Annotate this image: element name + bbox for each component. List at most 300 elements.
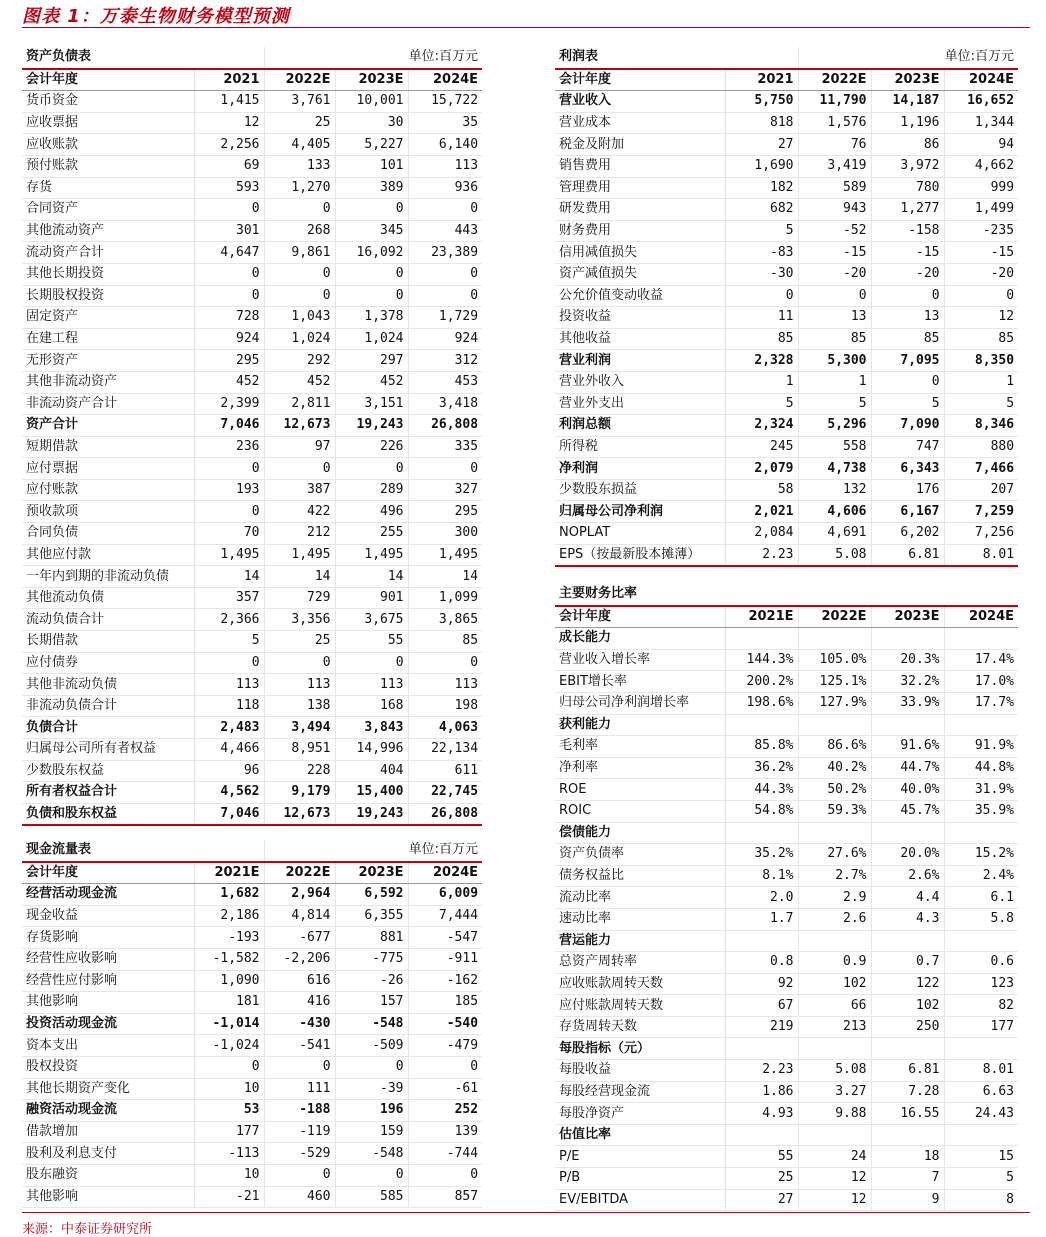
cell-value: 1,495 xyxy=(408,544,482,566)
table-row xyxy=(22,905,482,927)
header-year: 2021E xyxy=(194,862,264,884)
table-row xyxy=(555,908,1018,930)
section-title-row xyxy=(555,47,1018,69)
cell-value: -193 xyxy=(194,927,264,949)
table-row xyxy=(555,692,1018,714)
cell-value: 207 xyxy=(944,479,1018,501)
cell-value: 3,972 xyxy=(871,155,944,177)
cell-value: -529 xyxy=(264,1143,335,1165)
cell-value: 24 xyxy=(798,1146,871,1168)
cell-value: 1,495 xyxy=(194,544,264,566)
row-label: 应收账款 xyxy=(22,134,194,156)
cell-value: 9,179 xyxy=(264,782,335,804)
cell-value: 312 xyxy=(408,350,482,372)
cell-value: 19,243 xyxy=(335,415,408,437)
cell-value: 70 xyxy=(194,523,264,545)
cell-value: 3,418 xyxy=(408,393,482,415)
cell-value: 13 xyxy=(871,307,944,329)
section-title-row xyxy=(22,840,482,862)
cell-value: 23,389 xyxy=(408,242,482,264)
cell-value: 301 xyxy=(194,220,264,242)
section-title: 现金流量表 xyxy=(22,840,264,862)
cell-value: 6,592 xyxy=(335,884,408,906)
row-label: 流动资产合计 xyxy=(22,242,194,264)
cell-value: 1,378 xyxy=(335,307,408,329)
cell-value: 45.7% xyxy=(871,800,944,822)
table-row xyxy=(555,671,1018,693)
row-label: 每股指标（元） xyxy=(555,1038,725,1060)
cell-value: 236 xyxy=(194,436,264,458)
table-row xyxy=(22,328,482,350)
cell-value: 200.2% xyxy=(725,671,798,693)
cell-value: 0.9 xyxy=(798,952,871,974)
cell-value: 7,090 xyxy=(871,415,944,437)
cell-value: 212 xyxy=(264,523,335,545)
cell-value: 15 xyxy=(944,1146,1018,1168)
cell-value: 2,328 xyxy=(725,350,798,372)
row-label: 少数股东损益 xyxy=(555,479,725,501)
cell-value: 999 xyxy=(944,177,1018,199)
cell-value: 35.9% xyxy=(944,800,1018,822)
table-row xyxy=(555,649,1018,671)
cell-value: 443 xyxy=(408,220,482,242)
cell-value: 2.6% xyxy=(871,865,944,887)
cell-value: 4,647 xyxy=(194,242,264,264)
table-row xyxy=(22,1164,482,1186)
cell-value: 6.63 xyxy=(944,1081,1018,1103)
source-note: 来源：中泰证券研究所 xyxy=(22,1222,153,1237)
table-row xyxy=(555,1081,1018,1103)
table-row xyxy=(555,779,1018,801)
cell-value: 0 xyxy=(335,1164,408,1186)
cell-value: -541 xyxy=(264,1035,335,1057)
cell-value: 125.1% xyxy=(798,671,871,693)
cell-value: 3,843 xyxy=(335,717,408,739)
cell-value: 422 xyxy=(264,501,335,523)
cell-value: 6.81 xyxy=(871,1060,944,1082)
row-label: 预付账款 xyxy=(22,155,194,177)
cell-value: 7 xyxy=(871,1168,944,1190)
cell-value xyxy=(871,1124,944,1146)
row-label: 速动比率 xyxy=(555,908,725,930)
cell-value: 1,344 xyxy=(944,112,1018,134)
row-label: 公允价值变动收益 xyxy=(555,285,725,307)
row-label: 财务费用 xyxy=(555,220,725,242)
row-label: 货币资金 xyxy=(22,91,194,113)
cell-value: 12,673 xyxy=(264,803,335,825)
cell-value: 943 xyxy=(798,199,871,221)
row-label: P/B xyxy=(555,1168,725,1190)
table-row xyxy=(22,992,482,1014)
cell-value: -15 xyxy=(798,242,871,264)
cell-value: 1 xyxy=(725,371,798,393)
table-row xyxy=(555,887,1018,909)
cell-value: 4,691 xyxy=(798,523,871,545)
cell-value: 2.23 xyxy=(725,544,798,566)
cell-value: 589 xyxy=(798,177,871,199)
header-year: 2024E xyxy=(944,69,1018,91)
cell-value: 22,745 xyxy=(408,782,482,804)
table-row xyxy=(22,415,482,437)
cell-value: 85.8% xyxy=(725,736,798,758)
row-label: 销售费用 xyxy=(555,155,725,177)
cell-value: 102 xyxy=(871,995,944,1017)
cell-value: 16.55 xyxy=(871,1103,944,1125)
row-label: 其他影响 xyxy=(22,992,194,1014)
cell-value: 389 xyxy=(335,177,408,199)
header-year: 2023E xyxy=(871,606,944,628)
cell-value: 747 xyxy=(871,436,944,458)
cell-value: 219 xyxy=(725,1016,798,1038)
cell-value: 67 xyxy=(725,995,798,1017)
footer-rule xyxy=(22,1212,1030,1213)
row-label: 存货周转天数 xyxy=(555,1016,725,1038)
table-row xyxy=(555,350,1018,372)
cell-value: 8.1% xyxy=(725,865,798,887)
cell-value: 176 xyxy=(871,479,944,501)
cell-value: 460 xyxy=(264,1186,335,1208)
cell-value: 4,606 xyxy=(798,501,871,523)
header-year: 2022E xyxy=(264,69,335,91)
cell-value: 76 xyxy=(798,134,871,156)
header-row xyxy=(22,69,482,91)
cell-value: 0 xyxy=(335,1056,408,1078)
cell-value: 14 xyxy=(408,566,482,588)
cell-value: 132 xyxy=(798,479,871,501)
cell-value: 357 xyxy=(194,587,264,609)
cell-value: 0 xyxy=(194,285,264,307)
cell-value: 12 xyxy=(798,1189,871,1211)
cell-value: 857 xyxy=(408,1186,482,1208)
cell-value xyxy=(798,822,871,844)
row-label: 资产负债率 xyxy=(555,844,725,866)
table-row xyxy=(22,177,482,199)
cell-value: 5 xyxy=(944,393,1018,415)
cell-value: 452 xyxy=(264,371,335,393)
row-label: 投资收益 xyxy=(555,307,725,329)
table-row xyxy=(555,242,1018,264)
header-year: 2021 xyxy=(725,69,798,91)
cell-value: 10 xyxy=(194,1164,264,1186)
header-year: 2022E xyxy=(798,606,871,628)
table-row xyxy=(555,155,1018,177)
cell-value: 5,300 xyxy=(798,350,871,372)
cell-value: 11 xyxy=(725,307,798,329)
cell-value: 300 xyxy=(408,523,482,545)
cell-value: 6,343 xyxy=(871,458,944,480)
cell-value: 5,296 xyxy=(798,415,871,437)
cell-value: 85 xyxy=(871,328,944,350)
row-label: 税金及附加 xyxy=(555,134,725,156)
cell-value: 7,046 xyxy=(194,415,264,437)
row-label: 其他收益 xyxy=(555,328,725,350)
row-label: 长期股权投资 xyxy=(22,285,194,307)
cell-value: 2,483 xyxy=(194,717,264,739)
cell-value: 0 xyxy=(408,652,482,674)
table-row xyxy=(22,609,482,631)
cell-value: 133 xyxy=(264,155,335,177)
cell-value: 25 xyxy=(264,112,335,134)
cell-value: 728 xyxy=(194,307,264,329)
table-row xyxy=(22,948,482,970)
cell-value: 7.28 xyxy=(871,1081,944,1103)
row-label: 其他非流动资产 xyxy=(22,371,194,393)
row-label: 固定资产 xyxy=(22,307,194,329)
cell-value: 127.9% xyxy=(798,692,871,714)
table-row xyxy=(22,155,482,177)
table-row xyxy=(22,393,482,415)
row-label: 其他流动资产 xyxy=(22,220,194,242)
cell-value: 0 xyxy=(264,652,335,674)
cell-value: 122 xyxy=(871,973,944,995)
cell-value: 20.3% xyxy=(871,649,944,671)
cell-value: 11,790 xyxy=(798,91,871,113)
table-row xyxy=(555,458,1018,480)
row-label: 长期借款 xyxy=(22,631,194,653)
cell-value xyxy=(798,714,871,736)
cell-value: 0 xyxy=(725,285,798,307)
table-row xyxy=(555,800,1018,822)
table-row xyxy=(22,220,482,242)
cell-value: 7,259 xyxy=(944,501,1018,523)
table-row xyxy=(22,112,482,134)
cell-value: 2,366 xyxy=(194,609,264,631)
cell-value: 6,009 xyxy=(408,884,482,906)
table-row xyxy=(555,199,1018,221)
cell-value: 113 xyxy=(408,674,482,696)
row-label: 合同负债 xyxy=(22,523,194,545)
cell-value: 3,675 xyxy=(335,609,408,631)
cell-value: 452 xyxy=(194,371,264,393)
cell-value: 5.08 xyxy=(798,1060,871,1082)
table-row xyxy=(555,307,1018,329)
cell-value: 14 xyxy=(335,566,408,588)
cell-value: 27 xyxy=(725,1189,798,1211)
cell-value: 611 xyxy=(408,760,482,782)
table-row xyxy=(22,587,482,609)
row-label: P/E xyxy=(555,1146,725,1168)
cell-value: 8.01 xyxy=(944,544,1018,566)
section-title-row xyxy=(22,47,482,69)
cell-value: 295 xyxy=(194,350,264,372)
row-label: 预收款项 xyxy=(22,501,194,523)
table-row xyxy=(22,501,482,523)
table-row xyxy=(555,736,1018,758)
cell-value: 0 xyxy=(408,263,482,285)
row-label: NOPLAT xyxy=(555,523,725,545)
cell-value: -547 xyxy=(408,927,482,949)
table-row xyxy=(22,1056,482,1078)
header-label: 会计年度 xyxy=(22,862,194,884)
row-label: 偿债能力 xyxy=(555,822,725,844)
table-row xyxy=(22,566,482,588)
cell-value: 250 xyxy=(871,1016,944,1038)
cell-value: 0 xyxy=(264,263,335,285)
row-label: 其他长期资产变化 xyxy=(22,1078,194,1100)
cell-value: -509 xyxy=(335,1035,408,1057)
cell-value: 97 xyxy=(264,436,335,458)
table-row xyxy=(22,717,482,739)
cell-value: 3,761 xyxy=(264,91,335,113)
cell-value: 1 xyxy=(798,371,871,393)
cell-value: 1.86 xyxy=(725,1081,798,1103)
cell-value: 6,167 xyxy=(871,501,944,523)
cell-value: 35.2% xyxy=(725,844,798,866)
table-row xyxy=(555,1060,1018,1082)
cell-value: 880 xyxy=(944,436,1018,458)
income-statement-table xyxy=(555,47,1018,567)
cell-value: 289 xyxy=(335,479,408,501)
cell-value: 228 xyxy=(264,760,335,782)
cell-value: 15.2% xyxy=(944,844,1018,866)
cell-value: 182 xyxy=(725,177,798,199)
cell-value: 616 xyxy=(264,970,335,992)
cell-value: 5 xyxy=(725,220,798,242)
cell-value: 15,722 xyxy=(408,91,482,113)
cell-value: -677 xyxy=(264,927,335,949)
cell-value: 4,814 xyxy=(264,905,335,927)
row-label: 应付账款 xyxy=(22,479,194,501)
cell-value: 85 xyxy=(944,328,1018,350)
table-row xyxy=(22,695,482,717)
table-row xyxy=(555,1168,1018,1190)
cell-value: 1,277 xyxy=(871,199,944,221)
cell-value: 27 xyxy=(725,134,798,156)
row-label: EBIT增长率 xyxy=(555,671,725,693)
row-label: 信用减值损失 xyxy=(555,242,725,264)
cell-value: -158 xyxy=(871,220,944,242)
cell-value: 5 xyxy=(798,393,871,415)
cell-value: 185 xyxy=(408,992,482,1014)
table-row xyxy=(22,350,482,372)
cell-value: 297 xyxy=(335,350,408,372)
row-label: EV/EBITDA xyxy=(555,1189,725,1211)
table-row xyxy=(22,285,482,307)
cell-value: 12,673 xyxy=(264,415,335,437)
cell-value: -39 xyxy=(335,1078,408,1100)
row-label: 其他非流动负债 xyxy=(22,674,194,696)
balance-sheet-table xyxy=(22,47,482,826)
cell-value: 86.6% xyxy=(798,736,871,758)
cell-value: 387 xyxy=(264,479,335,501)
cell-value: 5 xyxy=(725,393,798,415)
row-label: 营业外收入 xyxy=(555,371,725,393)
cell-value: 0.6 xyxy=(944,952,1018,974)
cell-value: 177 xyxy=(944,1016,1018,1038)
cell-value: 2.7% xyxy=(798,865,871,887)
cell-value: 17.0% xyxy=(944,671,1018,693)
cell-value xyxy=(871,714,944,736)
row-label: 估值比率 xyxy=(555,1124,725,1146)
cell-value: 585 xyxy=(335,1186,408,1208)
row-label: 营业利润 xyxy=(555,350,725,372)
cell-value: 0 xyxy=(194,199,264,221)
cell-value: 12 xyxy=(194,112,264,134)
cell-value: 682 xyxy=(725,199,798,221)
cell-value: 138 xyxy=(264,695,335,717)
row-label: 短期借款 xyxy=(22,436,194,458)
cell-value: 327 xyxy=(408,479,482,501)
cell-value: 44.3% xyxy=(725,779,798,801)
table-row xyxy=(555,263,1018,285)
cell-value: 2,964 xyxy=(264,884,335,906)
table-row xyxy=(555,415,1018,437)
cell-value: 111 xyxy=(264,1078,335,1100)
row-label: 营业成本 xyxy=(555,112,725,134)
cell-value: 85 xyxy=(408,631,482,653)
cell-value: 1.7 xyxy=(725,908,798,930)
cell-value: -235 xyxy=(944,220,1018,242)
row-label: 流动负债合计 xyxy=(22,609,194,631)
cell-value: 157 xyxy=(335,992,408,1014)
cell-value: 9,861 xyxy=(264,242,335,264)
header-year: 2021E xyxy=(725,606,798,628)
cell-value: 2,324 xyxy=(725,415,798,437)
header-year: 2023E xyxy=(335,69,408,91)
cell-value: 1,099 xyxy=(408,587,482,609)
cell-value: 6,355 xyxy=(335,905,408,927)
cell-value: 0 xyxy=(408,285,482,307)
cell-value: 1 xyxy=(944,371,1018,393)
cell-value: 25 xyxy=(264,631,335,653)
cell-value: 14,996 xyxy=(335,739,408,761)
row-label: 获利能力 xyxy=(555,714,725,736)
cell-value: 168 xyxy=(335,695,408,717)
cell-value: 22,134 xyxy=(408,739,482,761)
cell-value: -911 xyxy=(408,948,482,970)
header-year: 2023E xyxy=(871,69,944,91)
table-row xyxy=(22,199,482,221)
cell-value: -1,014 xyxy=(194,1013,264,1035)
cell-value: 12 xyxy=(944,307,1018,329)
header-row xyxy=(555,69,1018,91)
row-label: 应收账款周转天数 xyxy=(555,973,725,995)
table-row xyxy=(22,803,482,825)
row-label: 无形资产 xyxy=(22,350,194,372)
table-row xyxy=(555,628,1018,650)
table-row xyxy=(22,1013,482,1035)
cell-value: 1,024 xyxy=(264,328,335,350)
cell-value xyxy=(798,628,871,650)
cell-value: 14,187 xyxy=(871,91,944,113)
cell-value: 58 xyxy=(725,479,798,501)
cell-value: 2,811 xyxy=(264,393,335,415)
income-statement-block xyxy=(555,47,1018,567)
cell-value xyxy=(871,1038,944,1060)
cell-value xyxy=(725,822,798,844)
cell-value: 26,808 xyxy=(408,415,482,437)
cell-value: 0 xyxy=(798,285,871,307)
cell-value: 0 xyxy=(194,1056,264,1078)
row-label: 每股净资产 xyxy=(555,1103,725,1125)
cell-value: 15,400 xyxy=(335,782,408,804)
cell-value: 1,024 xyxy=(335,328,408,350)
cell-value: 12 xyxy=(798,1168,871,1190)
cell-value: -20 xyxy=(798,263,871,285)
cell-value: 416 xyxy=(264,992,335,1014)
row-label: 营业收入 xyxy=(555,91,725,113)
cell-value: 40.2% xyxy=(798,757,871,779)
cell-value: 6.1 xyxy=(944,887,1018,909)
cell-value: 7,466 xyxy=(944,458,1018,480)
cell-value: -83 xyxy=(725,242,798,264)
row-label: 债务权益比 xyxy=(555,865,725,887)
cell-value: 818 xyxy=(725,112,798,134)
cell-value: 1,576 xyxy=(798,112,871,134)
cell-value: 44.7% xyxy=(871,757,944,779)
table-row xyxy=(555,1103,1018,1125)
table-row xyxy=(22,544,482,566)
